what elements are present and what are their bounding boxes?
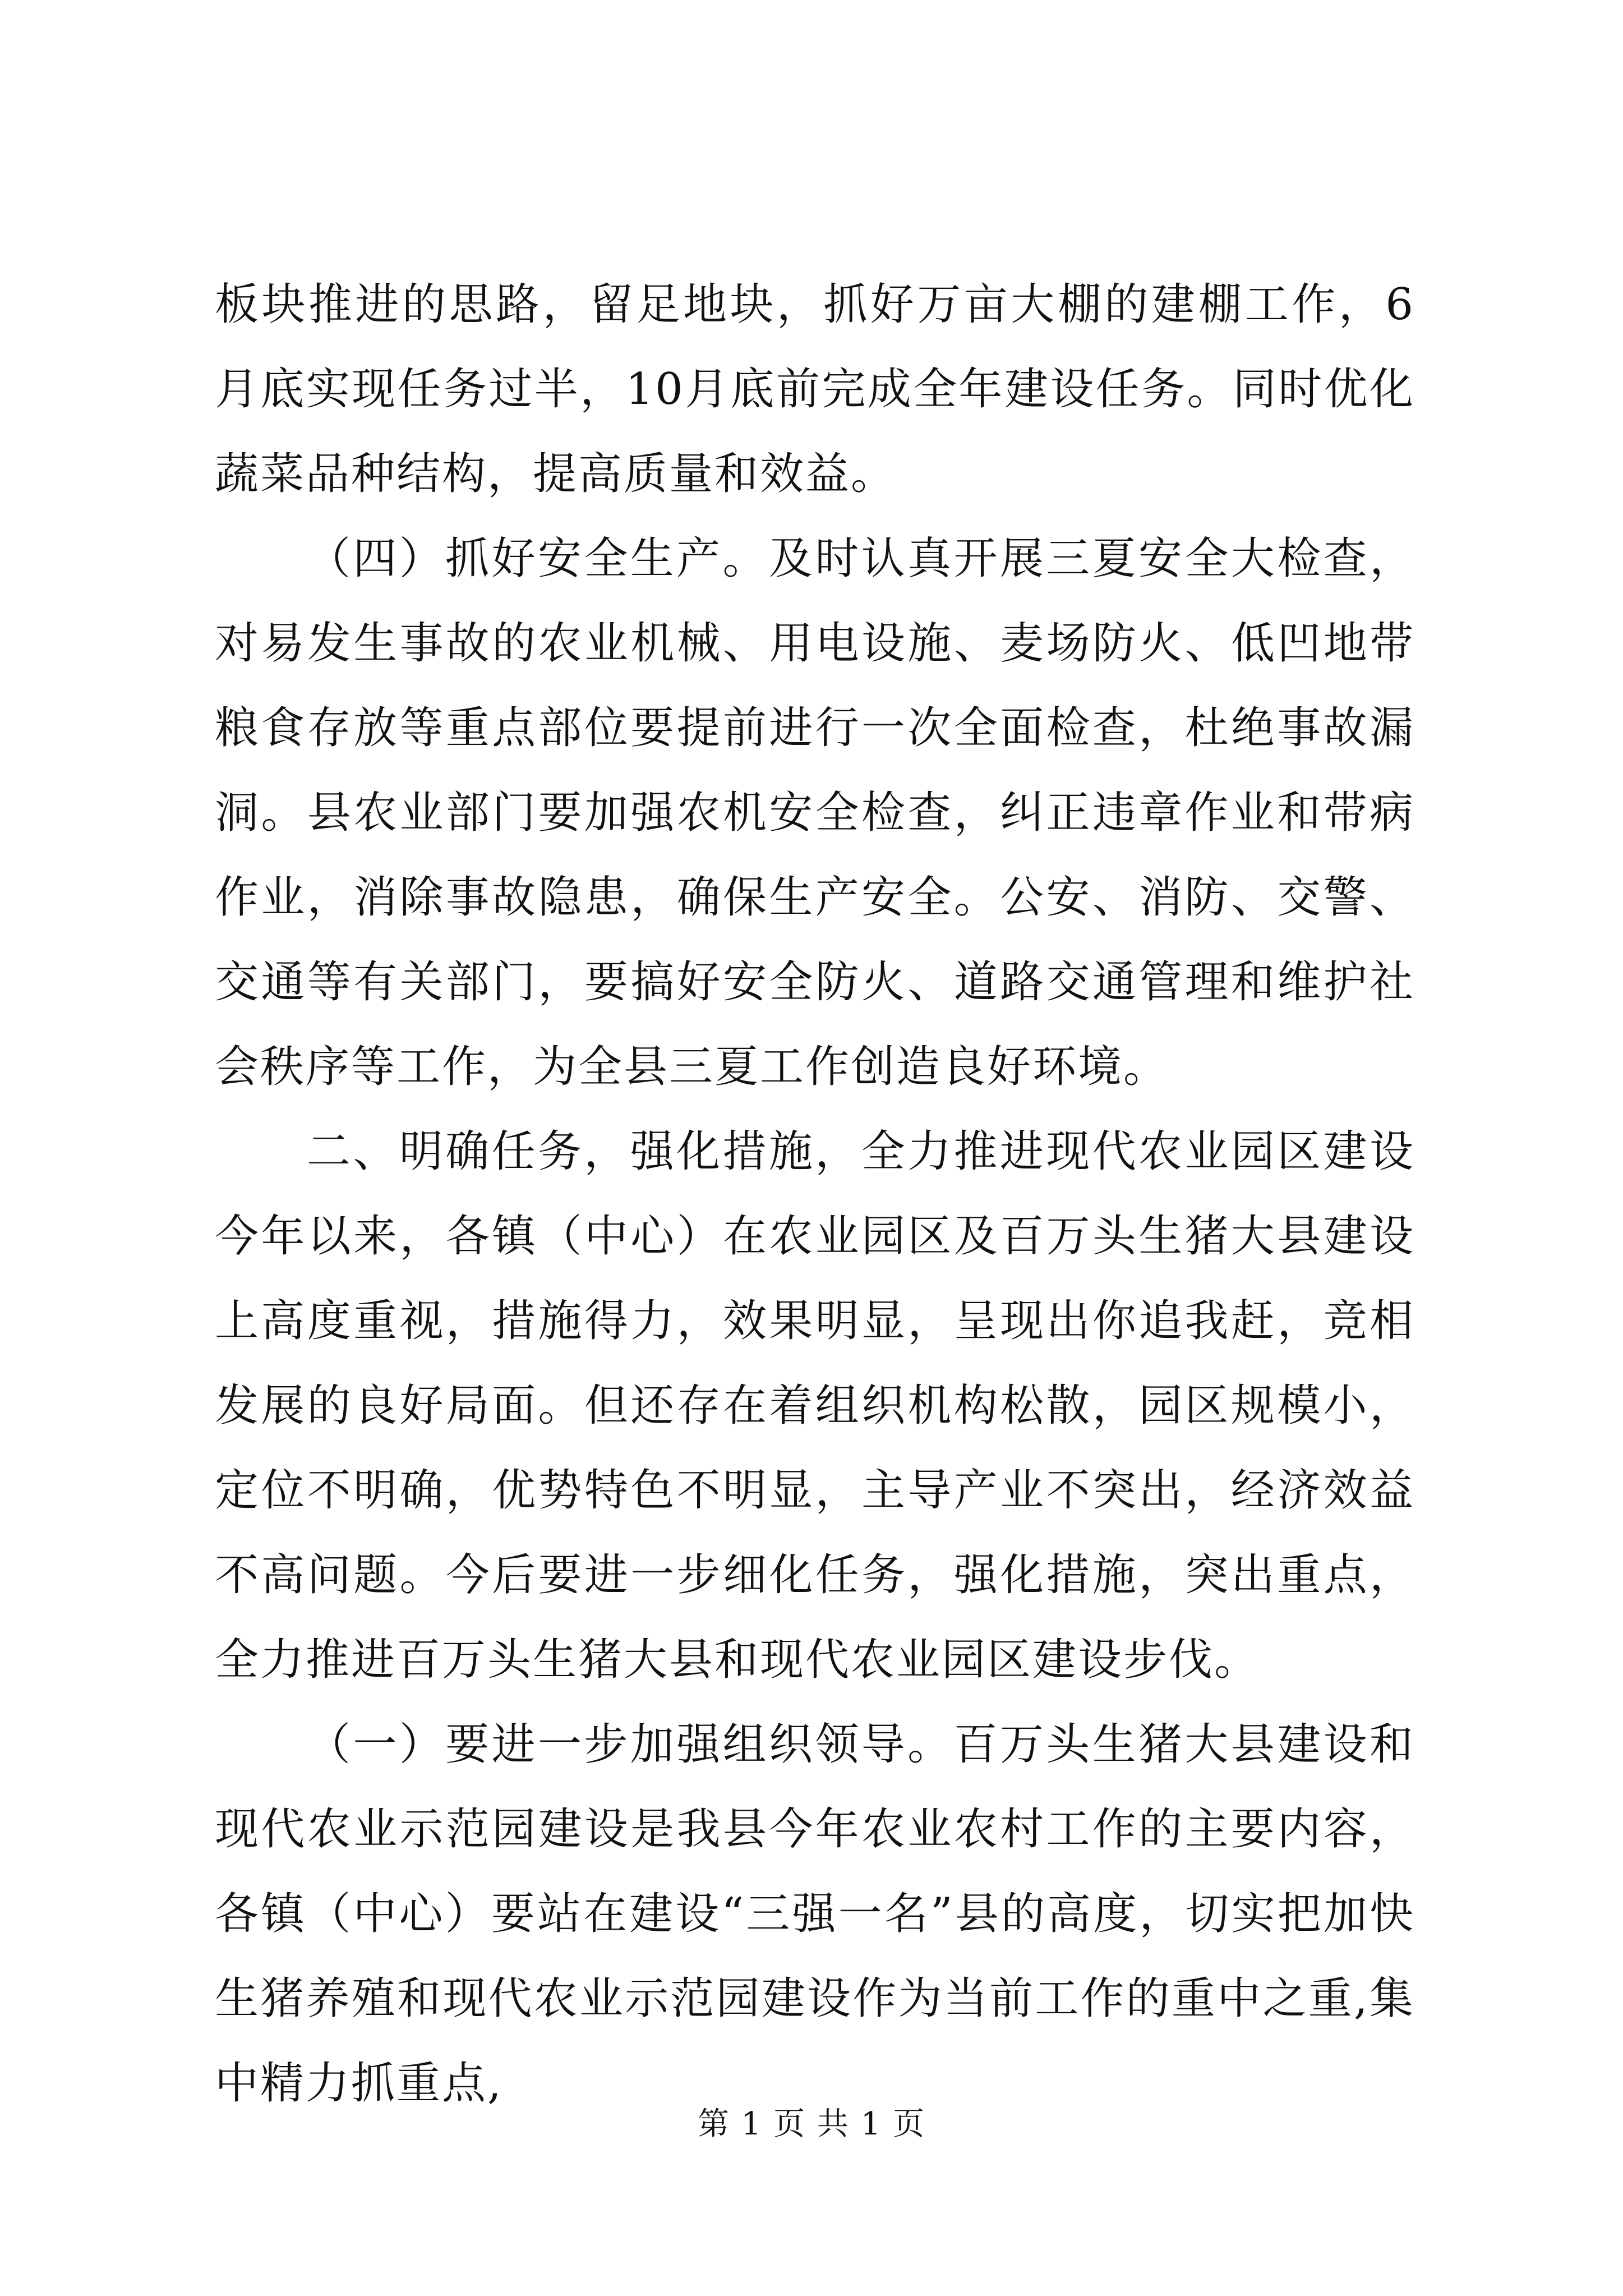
paragraph-safety-production: （四）抓好安全生产。及时认真开展三夏安全大检查，对易发生事故的农业机械、用电设施、麦场防火、低凹地带粮食存放等重点部位要提前进行一次全面检查，杜绝事故漏洞。县农业部门要加强农机安全检查，纠正违章作业和带病作业，消除事故隐患，确保生产安全。公安、消防、交警、交通等有关部门，要搞好安全防火、道路交通管理和维护社会秩序等工作，为全县三夏工作创造良好环境。: [215, 533, 1415, 1092]
page-footer: 第 1 页 共 1 页: [697, 2106, 926, 2142]
paragraph-agricultural-park-tasks: 二、明确任务，强化措施，全力推进现代农业园区建设今年以来，各镇（中心）在农业园区及百万头生猪大县建设上高度重视，措施得力，效果明显，呈现出你追我赶，竞相发展的良好局面。但还存在着组织机构松散，园区规模小，定位不明确，优势特色不明显，主导产业不突出，经济效益不高问题。今后要进一步细化任务，强化措施，突出重点，全力推进百万头生猪大县和现代农业园区建设步伐。: [215, 1126, 1415, 1685]
paragraph-organization-leadership: （一）要进一步加强组织领导。百万头生猪大县建设和现代农业示范园建设是我县今年农业农村工作的主要内容，各镇（中心）要站在建设“三强一名”县的高度，切实把加快生猪养殖和现代农业示范园建设作为当前工作的重中之重,集中精力抓重点,: [215, 1719, 1415, 2109]
paragraph-vegetable-greenhouse: 板块推进的思路，留足地块，抓好万亩大棚的建棚工作，6月底实现任务过半，10月底前完成全年建设任务。同时优化蔬菜品种结构，提高质量和效益。: [215, 279, 1415, 499]
document-body: [215, 263, 1415, 2126]
